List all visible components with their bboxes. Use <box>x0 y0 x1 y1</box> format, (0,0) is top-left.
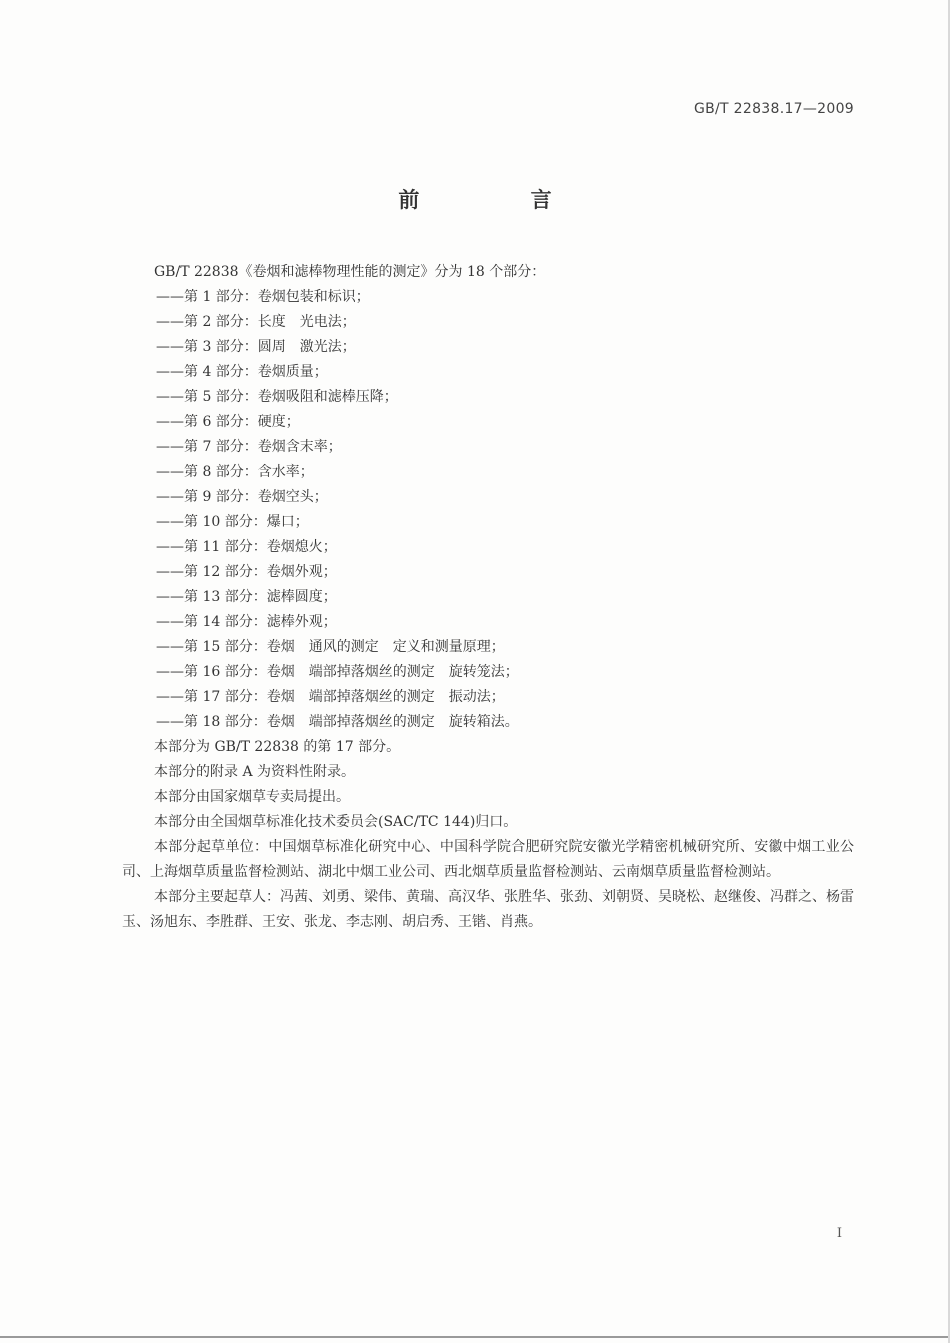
list-item: ——第 12 部分：卷烟外观； <box>156 564 337 580</box>
list-item: ——第 7 部分：卷烟含末率； <box>156 439 342 455</box>
list-item: ——第 5 部分：卷烟吸阻和滤棒压降； <box>156 389 398 405</box>
intro-paragraph: GB/T 22838《卷烟和滤棒物理性能的测定》分为 18 个部分： <box>154 264 546 280</box>
list-item: ——第 2 部分：长度 光电法； <box>156 314 356 330</box>
list-item: ——第 15 部分：卷烟 通风的测定 定义和测量原理； <box>156 639 505 655</box>
body-paragraph: 本部分的附录 A 为资料性附录。 <box>154 764 356 780</box>
body-paragraph: 本部分由全国烟草标准化技术委员会(SAC/TC 144)归口。 <box>154 814 518 830</box>
body-paragraph: 本部分由国家烟草专卖局提出。 <box>154 789 350 805</box>
drafters-paragraph: 本部分主要起草人：冯茜、刘勇、梁伟、黄瑞、高汉华、张胜华、张劲、刘朝贤、吴晓松、赵继俊、冯群之、杨雷玉、汤旭东、李胜群、王安、张龙、李志刚、胡启秀、王锴、肖燕。 <box>122 889 854 930</box>
list-item: ——第 16 部分：卷烟 端部掉落烟丝的测定 旋转笼法； <box>156 664 519 680</box>
body-paragraph: 本部分为 GB/T 22838 的第 17 部分。 <box>154 739 401 755</box>
list-item: ——第 17 部分：卷烟 端部掉落烟丝的测定 振动法； <box>156 689 505 705</box>
drafting-units-paragraph: 本部分起草单位：中国烟草标准化研究中心、中国科学院合肥研究院安徽光学精密机械研究所、安徽中烟工业公司、上海烟草质量监督检测站、湖北中烟工业公司、西北烟草质量监督检测站、云南烟草质量监督检测站。 <box>122 839 854 880</box>
list-item: ——第 3 部分：圆周 激光法； <box>156 339 356 355</box>
standard-number: GB/T 22838.17—2009 <box>693 101 854 117</box>
list-item: ——第 11 部分：卷烟熄火； <box>156 539 337 555</box>
list-item: ——第 9 部分：卷烟空头； <box>156 489 328 505</box>
scan-edge-bottom <box>0 1336 950 1338</box>
list-item: ——第 14 部分：滤棒外观； <box>156 614 337 630</box>
page-title: 前 言 <box>398 188 604 212</box>
list-item: ——第 10 部分：爆口； <box>156 514 309 530</box>
list-item: ——第 6 部分：硬度； <box>156 414 300 430</box>
list-item: ——第 4 部分：卷烟质量； <box>156 364 328 380</box>
list-item: ——第 8 部分：含水率； <box>156 464 314 480</box>
list-item: ——第 13 部分：滤棒圆度； <box>156 589 337 605</box>
list-item: ——第 18 部分：卷烟 端部掉落烟丝的测定 旋转箱法。 <box>156 714 519 730</box>
preface-body <box>122 260 854 935</box>
page-number: I <box>836 1226 842 1241</box>
list-item: ——第 1 部分：卷烟包装和标识； <box>156 289 370 305</box>
